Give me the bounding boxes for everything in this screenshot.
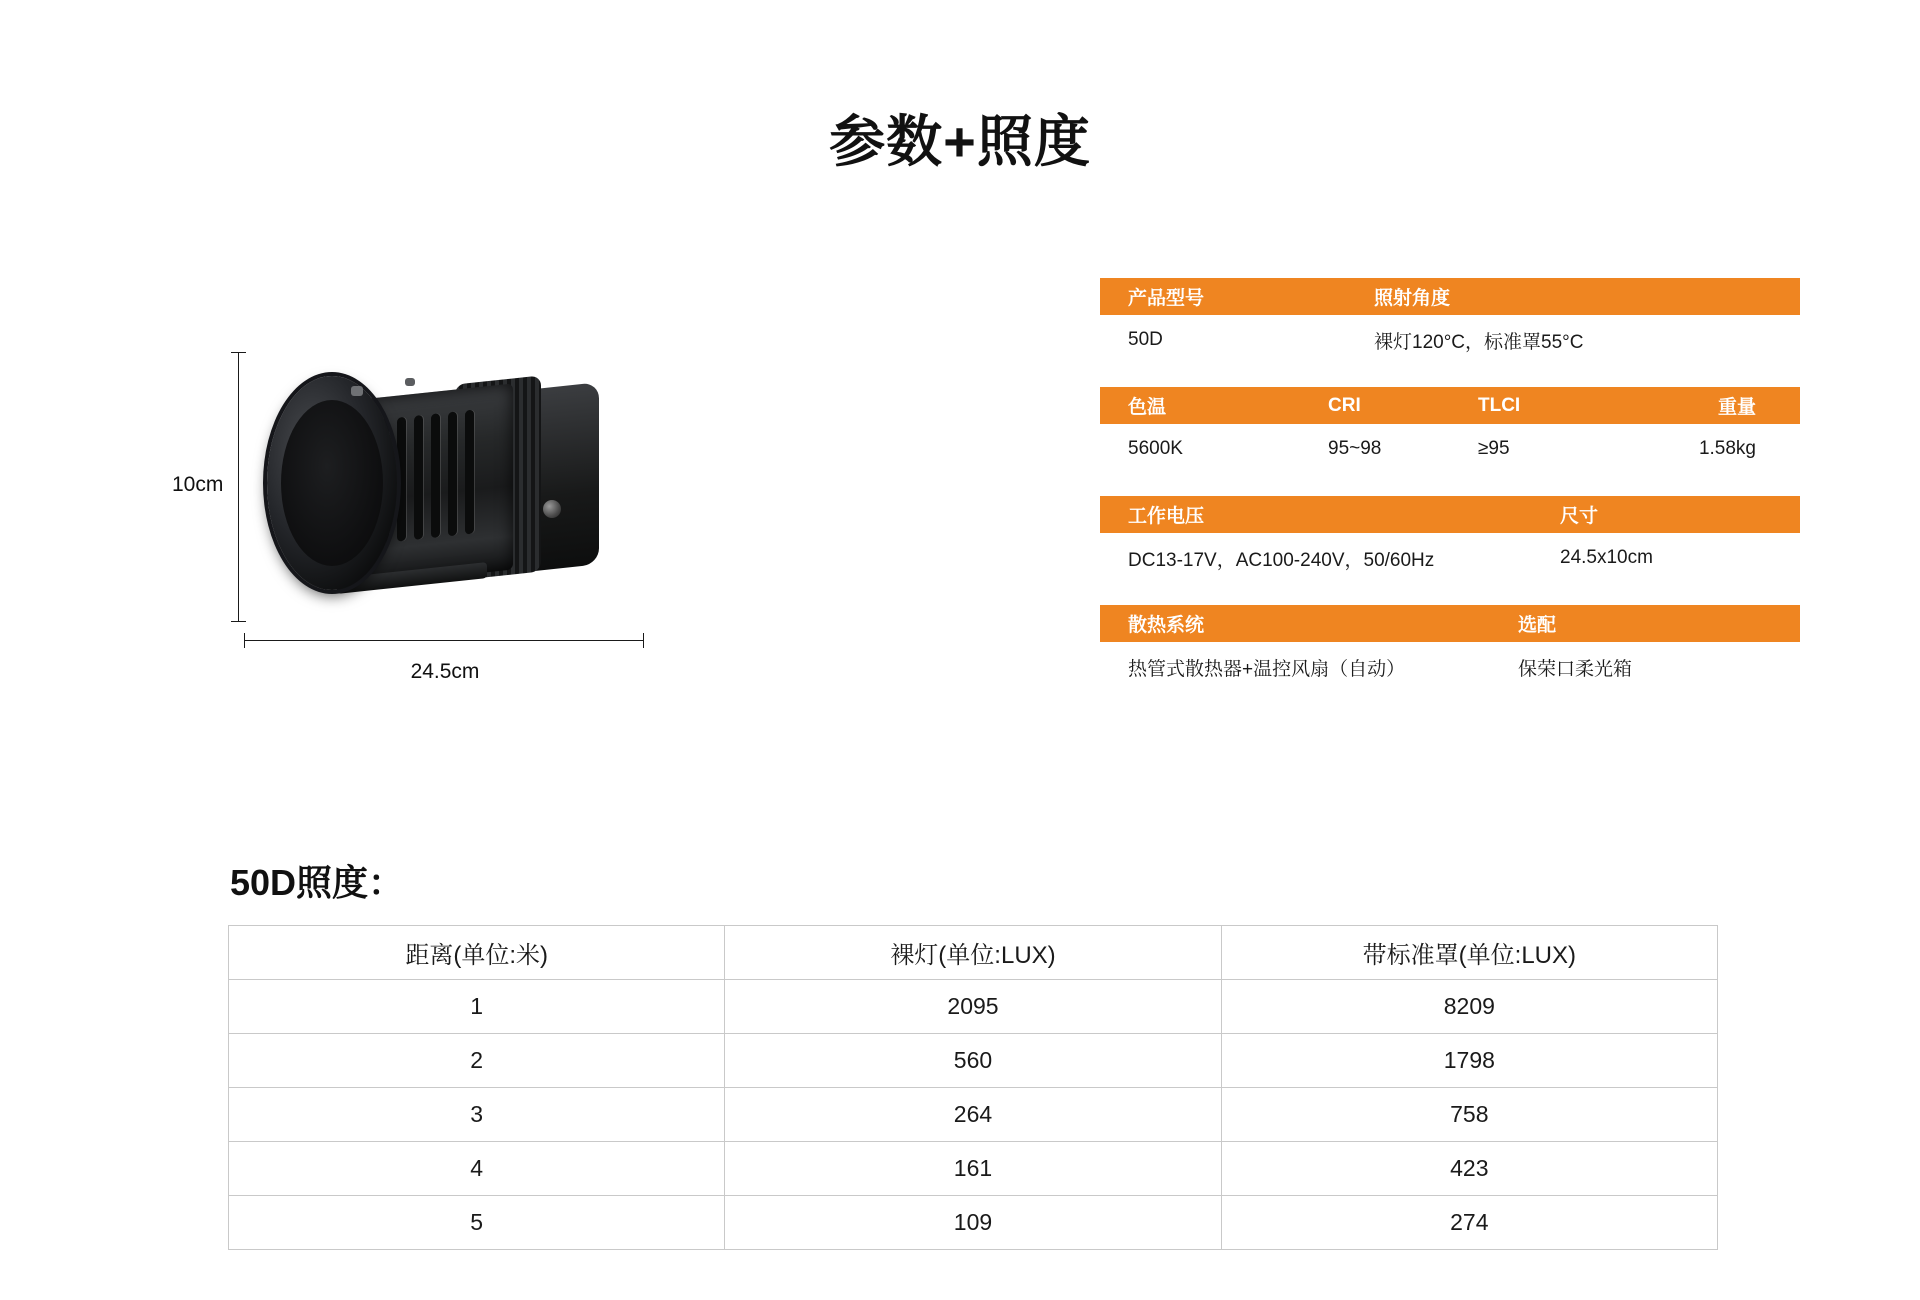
spec-group-cooling [1100,605,1800,692]
column-header-distance: 距离(单位:米) [229,926,725,980]
spec-header-cell: CRI [1328,394,1361,416]
width-dimension-label: 24.5cm [410,660,480,683]
cell-distance: 2 [229,1034,725,1088]
width-dimension-line [244,640,644,641]
cell-with-reflector: 1798 [1221,1034,1717,1088]
spec-value-row [1100,642,1800,692]
height-dimension-line [238,352,239,622]
spec-value-row [1100,315,1800,365]
spec-group-voltage [1100,496,1800,583]
spec-group-color-temp [1100,387,1800,474]
cob-led-module [303,446,365,536]
spec-header-row [1100,278,1800,315]
illuminance-table [228,925,1718,1250]
cell-with-reflector: 423 [1221,1142,1717,1196]
spec-header-row [1100,387,1800,424]
cell-with-reflector: 274 [1221,1196,1717,1250]
spec-header-cell: 选配 [1518,615,1557,636]
height-dimension-label: 10cm [172,473,224,496]
spec-value-row [1100,424,1800,474]
spec-value-cell: 热管式散热器+温控风扇（自动） [1128,658,1406,680]
spec-header-cell: 产品型号 [1128,288,1205,309]
spec-value-cell: 保荣口柔光箱 [1518,658,1633,680]
spec-value-row [1100,533,1800,583]
adjust-knob-icon [543,500,561,518]
cell-bare-lamp: 560 [725,1034,1221,1088]
spec-header-cell: 重量 [1717,397,1756,418]
spec-group-model [1100,278,1800,365]
table-row [229,1142,1718,1196]
spec-value-cell: 1.58kg [1698,438,1756,459]
table-row [229,980,1718,1034]
page-title: 参数+照度 [829,110,1091,173]
spec-header-cell: 散热系统 [1128,615,1205,636]
spec-value-cell: 50D [1128,329,1163,350]
spec-header-row [1100,605,1800,642]
spec-tables [1100,278,1800,714]
cell-bare-lamp: 2095 [725,980,1221,1034]
spec-header-row [1100,496,1800,533]
spec-value-cell: 裸灯120°C，标准罩55°C [1374,331,1584,353]
spec-header-cell: TLCI [1478,394,1521,416]
illuminance-title: 50D照度： [230,862,405,903]
spec-header-cell: 尺寸 [1560,506,1599,527]
cell-distance: 1 [229,980,725,1034]
spec-value-cell: DC13-17V，AC100-240V，50/60Hz [1128,549,1435,571]
cell-with-reflector: 758 [1221,1088,1717,1142]
lamp-front-ring [267,376,397,590]
product-image-block [150,300,830,720]
cell-distance: 3 [229,1088,725,1142]
table-header-row [229,926,1718,980]
cell-bare-lamp: 264 [725,1088,1221,1142]
top-screw-icon [351,386,363,396]
table-row [229,1088,1718,1142]
table-row [229,1196,1718,1250]
spec-value-cell: 5600K [1128,438,1183,459]
spec-header-cell: 色温 [1128,397,1167,418]
spec-value-cell: ≥95 [1478,438,1510,459]
cell-bare-lamp: 109 [725,1196,1221,1250]
spec-header-cell: 照射角度 [1374,288,1451,309]
column-header-bare-lamp: 裸灯(单位:LUX) [725,926,1221,980]
led-spotlight-photo [255,340,645,630]
spec-header-cell: 工作电压 [1128,506,1205,527]
column-header-with-reflector: 带标准罩(单位:LUX) [1221,926,1717,980]
cell-bare-lamp: 161 [725,1142,1221,1196]
spec-value-cell: 24.5x10cm [1560,547,1653,568]
cell-with-reflector: 8209 [1221,980,1717,1034]
table-row [229,1034,1718,1088]
cell-distance: 5 [229,1196,725,1250]
cell-distance: 4 [229,1142,725,1196]
spec-value-cell: 95~98 [1328,438,1382,459]
top-screw-secondary-icon [405,378,415,386]
